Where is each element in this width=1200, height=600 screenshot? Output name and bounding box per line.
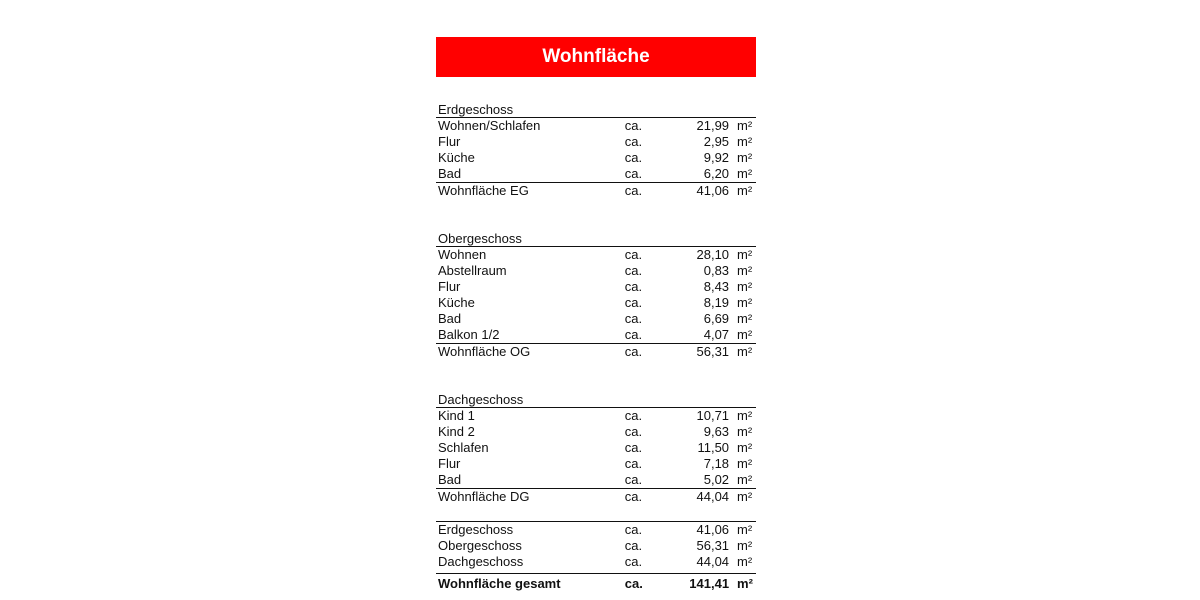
row-unit: m²: [737, 118, 753, 133]
row-unit: m²: [737, 263, 753, 278]
row-unit: m²: [737, 150, 753, 165]
row-unit: m²: [737, 522, 753, 537]
table-row: [436, 134, 756, 150]
row-ca: ca.: [624, 166, 643, 181]
row-label: Obergeschoss: [438, 538, 522, 553]
row-value: 56,31: [696, 344, 730, 359]
row-value: 7,18: [703, 456, 730, 471]
table-row: [436, 408, 756, 424]
row-ca: ca.: [624, 456, 643, 471]
table-row: [436, 311, 756, 327]
row-ca: ca.: [624, 311, 643, 326]
row-ca: ca.: [624, 472, 643, 487]
row-value: 21,99: [696, 118, 730, 133]
row-label: Küche: [438, 150, 475, 165]
row-value: 9,92: [703, 150, 730, 165]
row-unit: m²: [737, 247, 753, 262]
row-value: 6,69: [703, 311, 730, 326]
summary-row: [436, 554, 756, 570]
table-row: [436, 327, 756, 343]
table-row: [436, 456, 756, 472]
table-row: [436, 440, 756, 456]
summary-row: [436, 538, 756, 554]
section-title: Obergeschoss: [436, 232, 756, 247]
summary-block: [436, 521, 756, 592]
row-unit: m²: [737, 538, 753, 553]
table-content: [436, 103, 756, 592]
section-total-row: [436, 488, 756, 504]
row-label: Bad: [438, 472, 462, 487]
row-label: Dachgeschoss: [438, 554, 524, 569]
row-ca: ca.: [624, 408, 643, 423]
row-ca: ca.: [624, 327, 643, 342]
row-label: Balkon 1/2: [438, 327, 500, 342]
row-ca: ca.: [624, 538, 643, 553]
row-ca: ca.: [624, 554, 643, 569]
row-value: 9,63: [703, 424, 730, 439]
row-value: 41,06: [696, 183, 730, 198]
row-ca: ca.: [624, 263, 643, 278]
row-value: 11,50: [697, 440, 730, 455]
row-unit: m²: [737, 489, 753, 504]
row-label: Schlafen: [438, 440, 489, 455]
table-row: [436, 279, 756, 295]
row-unit: m²: [737, 295, 753, 310]
row-label: Wohnfläche DG: [438, 489, 530, 504]
row-label: Flur: [438, 456, 461, 471]
table-row: [436, 118, 756, 134]
grand-total-row: [436, 573, 756, 592]
table-row: [436, 263, 756, 279]
area-table: [436, 37, 756, 592]
row-value: 0,83: [703, 263, 730, 278]
row-label: Kind 1: [438, 408, 475, 423]
row-label: Bad: [438, 166, 462, 181]
row-label: Küche: [438, 295, 475, 310]
table-row: [436, 424, 756, 440]
row-value: 6,20: [703, 166, 730, 181]
row-value: 28,10: [696, 247, 730, 262]
row-label: Flur: [438, 134, 461, 149]
table-row: [436, 472, 756, 488]
row-ca: ca.: [624, 440, 643, 455]
row-unit: m²: [737, 456, 753, 471]
row-unit: m²: [737, 344, 753, 359]
row-ca: ca.: [624, 489, 643, 504]
row-unit: m²: [737, 166, 753, 181]
row-value: 56,31: [696, 538, 730, 553]
row-ca: ca.: [624, 247, 643, 262]
row-unit: m²: [737, 279, 753, 294]
row-value: 8,19: [703, 295, 730, 310]
table-row: [436, 247, 756, 263]
row-label: Wohnen: [438, 247, 487, 262]
table-row: [436, 166, 756, 182]
summary-row: [436, 522, 756, 538]
row-label: Wohnfläche gesamt: [438, 576, 561, 591]
section-total-row: [436, 182, 756, 198]
row-value: 8,43: [703, 279, 730, 294]
row-value: 10,71: [696, 408, 730, 423]
row-label: Flur: [438, 279, 461, 294]
section-title: Erdgeschoss: [436, 103, 756, 118]
row-unit: m²: [737, 327, 753, 342]
table-title: Wohnfläche: [436, 37, 756, 77]
row-unit: m²: [737, 424, 753, 439]
row-unit: m²: [737, 408, 753, 423]
row-unit: m²: [737, 554, 753, 569]
row-label: Kind 2: [438, 424, 475, 439]
row-ca: ca.: [624, 183, 643, 198]
row-ca: ca.: [624, 576, 643, 591]
row-value: 4,07: [703, 327, 730, 342]
row-label: Wohnfläche OG: [438, 344, 531, 359]
row-ca: ca.: [624, 134, 643, 149]
row-ca: ca.: [624, 424, 643, 439]
row-value: 44,04: [696, 489, 730, 504]
row-value: 2,95: [703, 134, 730, 149]
row-ca: ca.: [624, 279, 643, 294]
row-ca: ca.: [624, 522, 643, 537]
row-unit: m²: [737, 472, 753, 487]
row-label: Wohnen/Schlafen: [438, 118, 541, 133]
row-unit: m²: [737, 440, 753, 455]
section-title: Dachgeschoss: [436, 393, 756, 408]
row-unit: m²: [737, 134, 753, 149]
row-value: 141,41: [689, 576, 730, 591]
row-ca: ca.: [624, 295, 643, 310]
table-row: [436, 150, 756, 166]
row-label: Abstellraum: [438, 263, 507, 278]
row-ca: ca.: [624, 118, 643, 133]
row-unit: m²: [737, 183, 753, 198]
row-value: 44,04: [696, 554, 730, 569]
row-unit: m²: [737, 311, 753, 326]
row-label: Erdgeschoss: [438, 522, 514, 537]
section-total-row: [436, 343, 756, 359]
row-ca: ca.: [624, 344, 643, 359]
row-label: Bad: [438, 311, 462, 326]
row-unit: m²: [737, 576, 753, 591]
row-ca: ca.: [624, 150, 643, 165]
row-label: Wohnfläche EG: [438, 183, 529, 198]
table-row: [436, 295, 756, 311]
row-value: 41,06: [696, 522, 730, 537]
row-value: 5,02: [703, 472, 730, 487]
